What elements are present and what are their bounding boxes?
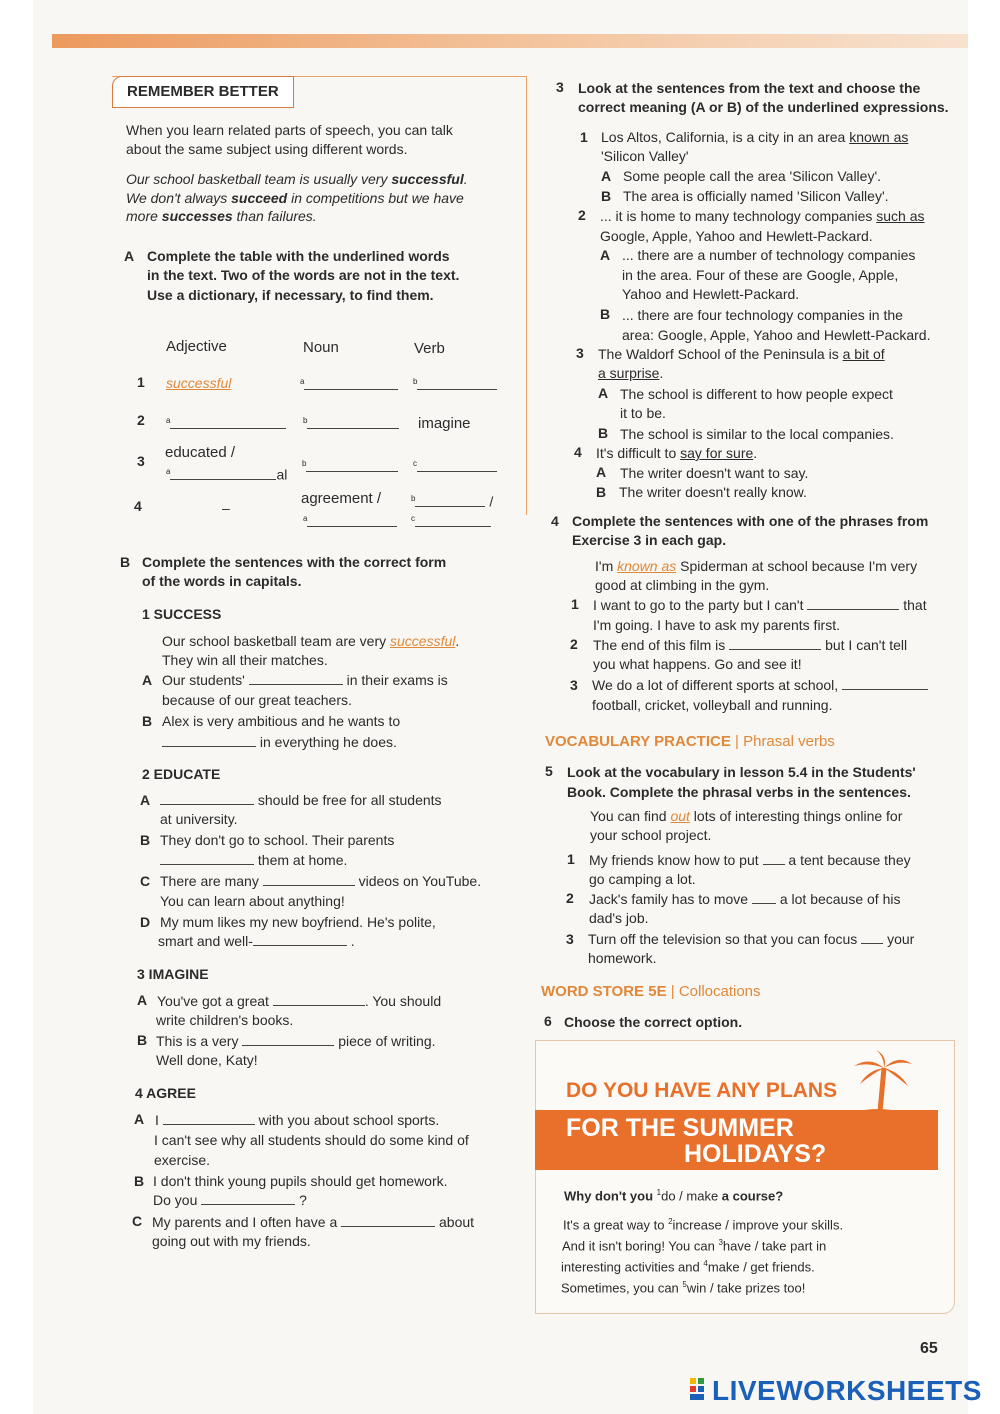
sentence-4b[interactable]: Do you ?: [153, 1192, 307, 1208]
item-number: 1: [567, 851, 575, 867]
item-number: 2: [566, 890, 574, 906]
gap-sentence-5-3[interactable]: Turn off the television so that you can focus your: [588, 931, 915, 947]
exercise-4-number: 4: [551, 513, 559, 529]
exercise-4-instruction: Exercise 3 in each gap.: [572, 532, 727, 548]
table-row-number: 3: [137, 453, 145, 469]
item-number: 3: [576, 345, 584, 361]
sentence-line: You can learn about anything!: [160, 893, 345, 909]
question-1-line: 'Silicon Valley': [601, 148, 689, 164]
example-line: I'm known as Spiderman at school because I'm very: [595, 558, 918, 574]
section-title-imagine: 3 IMAGINE: [137, 966, 209, 982]
table-header-noun: Noun: [303, 339, 339, 356]
liveworksheets-brand[interactable]: LIVEWORKSHEETS: [712, 1375, 982, 1406]
sentence-line: They don't go to school. Their parents: [160, 832, 395, 848]
gap-sentence-5-2[interactable]: Jack's family has to move a lot because of his: [589, 891, 901, 907]
item-number: 4: [574, 444, 582, 460]
option-letter: A: [598, 385, 609, 401]
table-cell-verb-4b[interactable]: $^b$ /: [411, 493, 494, 510]
table-cell-verb-3[interactable]: c: [413, 454, 497, 477]
option-3a[interactable]: The school is different to how people expect: [620, 386, 893, 402]
sentence-line: Alex is very ambitious and he wants to: [162, 713, 401, 729]
liveworksheets-logo-icon: [690, 1378, 712, 1402]
promo-heading-3: HOLIDAYS?: [684, 1140, 827, 1168]
exercise-5-instruction: Look at the vocabulary in lesson 5.4 in the Students': [567, 764, 916, 780]
remember-example-line: Our school basketball team is usually very successful.: [126, 171, 468, 187]
promo-heading-2: FOR THE SUMMER: [566, 1114, 794, 1142]
remember-example-line: more successes than failures.: [126, 208, 317, 224]
gap-sentence-4-3[interactable]: We do a lot of different sports at school,: [592, 675, 928, 695]
table-cell-noun-2[interactable]: b: [303, 411, 399, 434]
remember-text-line: about the same subject using different words.: [126, 141, 408, 157]
promo-question[interactable]: Why don't you $^1$do / make a course?: [564, 1188, 784, 1204]
table-cell-noun-3[interactable]: b: [302, 454, 398, 477]
example-line: your school project.: [590, 827, 712, 843]
sentence-line: My mum likes my new boyfriend. He's polite,: [160, 914, 436, 930]
sentence-line: homework.: [588, 950, 657, 966]
sentence-line: go camping a lot.: [589, 871, 696, 887]
sentence-4a[interactable]: I with you about school sports.: [155, 1112, 440, 1128]
option-4a[interactable]: The writer doesn't want to say.: [620, 465, 809, 481]
table-row-number: 2: [137, 412, 145, 428]
question-3-line: a surprise.: [598, 365, 664, 381]
exercise-5-instruction: Book. Complete the phrasal verbs in the sentences.: [567, 784, 911, 800]
option-letter: B: [601, 188, 612, 204]
sentence-line: football, cricket, volleyball and running.: [592, 697, 833, 713]
example-line: Our school basketball team are very successful.: [162, 633, 460, 649]
option-letter: B: [596, 484, 607, 500]
option-3b[interactable]: The school is similar to the local companies.: [620, 426, 894, 442]
table-row-number: 4: [134, 498, 142, 514]
option-2b[interactable]: ... there are four technology companies in the: [622, 307, 903, 323]
option-letter: A: [601, 168, 612, 184]
question-2-line: ... it is home to many technology companies such as: [600, 208, 925, 224]
promo-heading-1: DO YOU HAVE ANY PLANS: [566, 1079, 838, 1102]
table-header-adjective: Adjective: [166, 338, 227, 355]
exercise-a-instruction: Complete the table with the underlined words: [147, 248, 450, 264]
sentence-3a[interactable]: You've got a great . You should: [157, 993, 442, 1009]
sentence-4c[interactable]: My parents and I often have a about: [152, 1214, 475, 1230]
sentence-line: Well done, Katy!: [156, 1052, 258, 1068]
top-orange-bar: [52, 34, 968, 48]
section-title-agree: 4 AGREE: [135, 1085, 196, 1101]
remember-text-line: When you learn related parts of speech, you can talk: [126, 122, 453, 138]
sentence-2c[interactable]: There are many videos on YouTube.: [160, 873, 482, 889]
option-2b-line: area: Google, Apple, Yahoo and Hewlett-Packard.: [622, 327, 931, 343]
section-title-educate: 2 EDUCATE: [142, 766, 221, 782]
item-letter: D: [140, 914, 151, 930]
item-letter: B: [137, 1032, 148, 1048]
palm-tree-icon: [850, 1050, 916, 1120]
sentence-line: exercise.: [154, 1152, 211, 1168]
example-line: You can find out lots of interesting things online for: [590, 808, 903, 824]
exercise-3-instruction: correct meaning (A or B) of the underlined expressions.: [578, 99, 949, 115]
question-1-line: Los Altos, California, is a city in an area known as: [601, 129, 909, 145]
word-store-heading: WORD STORE 5E | Collocations: [541, 983, 761, 1000]
table-cell-adj-2[interactable]: a: [166, 411, 286, 434]
sentence-line: I don't think young pupils should get homework.: [153, 1173, 448, 1189]
item-letter: A: [140, 792, 151, 808]
promo-line-5[interactable]: Sometimes, you can $^5$win / take prizes too!: [561, 1280, 806, 1296]
question-2-line: Google, Apple, Yahoo and Hewlett-Packard.: [600, 228, 873, 244]
exercise-6-number: 6: [544, 1013, 552, 1029]
item-number: 3: [566, 931, 574, 947]
option-1a[interactable]: Some people call the area 'Silicon Valley'.: [623, 168, 882, 184]
vocabulary-practice-heading: VOCABULARY PRACTICE | Phrasal verbs: [545, 733, 835, 750]
item-letter: B: [140, 832, 151, 848]
option-2a[interactable]: ... there are a number of technology companies: [622, 247, 916, 263]
sentence-line: because of our great teachers.: [162, 692, 352, 708]
table-cell-dash: –: [222, 500, 230, 516]
sentence-3b[interactable]: This is a very piece of writing.: [156, 1033, 436, 1049]
item-letter: B: [142, 713, 153, 729]
item-letter: C: [140, 873, 151, 889]
remember-example-line: We don't always succeed in competitions but we have: [126, 190, 464, 206]
item-number: 2: [578, 207, 586, 223]
sentence-line: going out with my friends.: [152, 1233, 311, 1249]
item-number: 1: [580, 129, 588, 145]
sentence-line: you what happens. Go and see it!: [593, 656, 802, 672]
exercise-a-instruction: in the text. Two of the words are not in the text.: [147, 267, 460, 283]
option-2a-line: in the area. Four of these are Google, Apple,: [622, 267, 899, 283]
sentence-2d[interactable]: smart and well- .: [158, 933, 355, 949]
question-3-line: The Waldorf School of the Peninsula is a bit of: [598, 346, 885, 362]
exercise-b-instruction: Complete the sentences with the correct form: [142, 554, 447, 570]
page-number: 65: [920, 1340, 938, 1357]
exercise-3-number: 3: [556, 79, 564, 95]
option-1b[interactable]: The area is officially named 'Silicon Valley'.: [623, 188, 889, 204]
item-letter: C: [132, 1213, 143, 1229]
sentence-line: dad's job.: [589, 910, 649, 926]
option-3a-line: it to be.: [620, 405, 666, 421]
gap-sentence-4-1[interactable]: I want to go to the party but I can't that: [593, 597, 927, 613]
exercise-a-letter: A: [124, 248, 135, 264]
promo-line-3[interactable]: And it isn't boring! You can $^3$have / take part in: [562, 1238, 827, 1254]
promo-line-2[interactable]: It's a great way to $^2$increase / improve your skills.: [563, 1217, 844, 1233]
exercise-3-instruction: Look at the sentences from the text and choose the: [578, 80, 921, 96]
exercise-b-letter: B: [120, 554, 131, 570]
example-line: They win all their matches.: [162, 652, 328, 668]
sentence-line: I'm going. I have to ask my parents first.: [593, 617, 840, 633]
item-letter: A: [137, 992, 148, 1008]
item-number: 1: [571, 596, 579, 612]
table-answer-successful: successful: [166, 375, 232, 391]
table-cell-agreement: agreement /: [301, 490, 382, 507]
item-letter: B: [134, 1173, 145, 1189]
option-letter: B: [598, 425, 609, 441]
promo-line-4[interactable]: interesting activities and $^4$make / get friends.: [561, 1259, 815, 1275]
sentence-1b[interactable]: in everything he does.: [162, 732, 397, 752]
sentence-1a[interactable]: Our students' in their exams is: [162, 672, 448, 688]
table-row-number: 1: [137, 374, 145, 390]
table-cell-verb-1[interactable]: b: [413, 372, 497, 395]
gap-sentence-5-1[interactable]: My friends know how to put a tent because they: [589, 852, 911, 868]
exercise-b-instruction: of the words in capitals.: [142, 573, 302, 589]
sentence-line: write children's books.: [156, 1012, 294, 1028]
exercise-5-number: 5: [545, 763, 553, 779]
sentence-line: I can't see why all students should do some kind of: [154, 1132, 469, 1148]
item-number: 3: [570, 677, 578, 693]
table-cell-imagine: imagine: [418, 415, 471, 432]
remember-better-title: REMEMBER BETTER: [127, 83, 279, 100]
sentence-line: at university.: [160, 811, 238, 827]
table-cell-verb-4c[interactable]: c: [411, 509, 491, 532]
option-letter: A: [596, 464, 607, 480]
option-letter: B: [600, 306, 611, 322]
table-cell-noun-4[interactable]: a: [303, 509, 397, 532]
exercise-a-instruction: Use a dictionary, if necessary, to find them.: [147, 287, 434, 303]
table-cell-adj-3[interactable]: $^a$ al: [166, 466, 288, 483]
section-title-success: 1 SUCCESS: [142, 606, 222, 622]
option-4b[interactable]: The writer doesn't really know.: [619, 484, 807, 500]
gap-sentence-4-2[interactable]: The end of this film is but I can't tell: [593, 637, 908, 653]
sentence-2a[interactable]: should be free for all students: [160, 790, 442, 810]
option-letter: A: [600, 247, 611, 263]
exercise-6-instruction: Choose the correct option.: [564, 1014, 743, 1030]
exercise-4-instruction: Complete the sentences with one of the phrases from: [572, 513, 929, 529]
item-letter: A: [142, 672, 153, 688]
table-header-verb: Verb: [414, 340, 445, 357]
example-line: good at climbing in the gym.: [595, 577, 770, 593]
sentence-2b[interactable]: them at home.: [160, 850, 347, 870]
option-2a-line: Yahoo and Hewlett-Packard.: [622, 286, 800, 302]
question-4-line: It's difficult to say for sure.: [596, 445, 758, 461]
table-cell-educated: educated /: [165, 444, 236, 461]
table-cell-noun-1[interactable]: a: [300, 372, 398, 395]
item-number: 2: [570, 636, 578, 652]
item-letter: A: [134, 1111, 145, 1127]
